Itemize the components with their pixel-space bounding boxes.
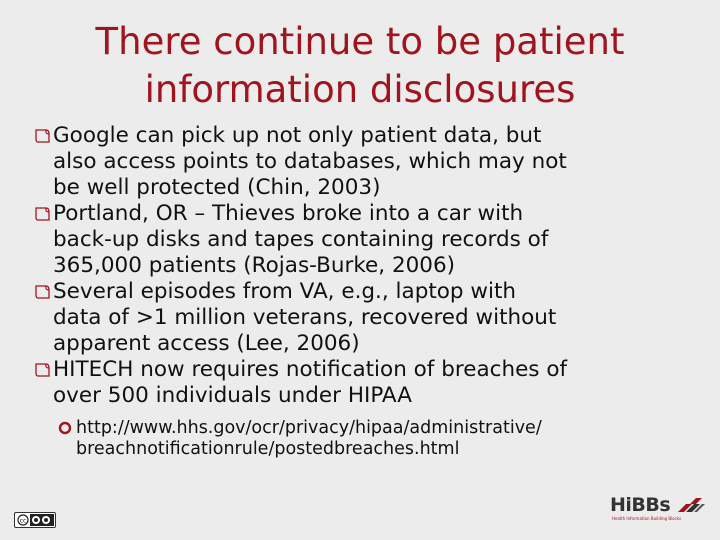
bullet-line: be well protected (Chin, 2003) xyxy=(53,175,381,200)
page-curl-bullet-icon xyxy=(34,361,52,379)
page-curl-bullet-icon xyxy=(34,205,52,223)
bullet-line: Several episodes from VA, e.g., laptop with xyxy=(53,279,517,304)
slide-title xyxy=(40,18,680,114)
logo-blocks-icon xyxy=(676,496,706,514)
logo-text: HiBBs xyxy=(610,494,671,516)
logo-tagline: Health Information Building Blocks xyxy=(612,516,682,521)
title-line-1: There continue to be patient xyxy=(95,20,625,63)
bullet-line: over 500 individuals under HIPAA xyxy=(53,383,412,408)
bullet-item xyxy=(30,201,710,279)
creative-commons-icon xyxy=(14,512,56,528)
bullet-item xyxy=(30,123,710,201)
bullet-line: apparent access (Lee, 2006) xyxy=(53,331,360,356)
bullet-line: data of >1 million veterans, recovered without xyxy=(53,305,557,330)
bullet-list xyxy=(30,123,710,409)
svg-text:cc: cc xyxy=(19,517,27,525)
bullet-line: also access points to databases, which may not xyxy=(53,149,567,174)
bullet-item xyxy=(30,357,710,409)
circle-bullet-icon xyxy=(58,421,72,435)
bullet-line: Google can pick up not only patient data, but xyxy=(53,123,542,148)
page-curl-bullet-icon xyxy=(34,283,52,301)
url-text[interactable] xyxy=(76,418,716,460)
bullet-item xyxy=(30,279,710,357)
hibbs-logo xyxy=(610,494,708,528)
title-line-2: information disclosures xyxy=(144,68,576,111)
bullet-line: back-up disks and tapes containing records of xyxy=(53,227,549,252)
bullet-line: HITECH now requires notification of breaches of xyxy=(53,357,568,382)
url-line: breachnotificationrule/postedbreaches.html xyxy=(76,439,460,459)
bullet-line: Portland, OR – Thieves broke into a car with xyxy=(53,201,524,226)
url-line: http://www.hhs.gov/ocr/privacy/hipaa/administrative/ xyxy=(76,418,542,438)
sub-bullet xyxy=(64,418,716,460)
page-curl-bullet-icon xyxy=(34,127,52,145)
bullet-line: 365,000 patients (Rojas-Burke, 2006) xyxy=(53,253,456,278)
